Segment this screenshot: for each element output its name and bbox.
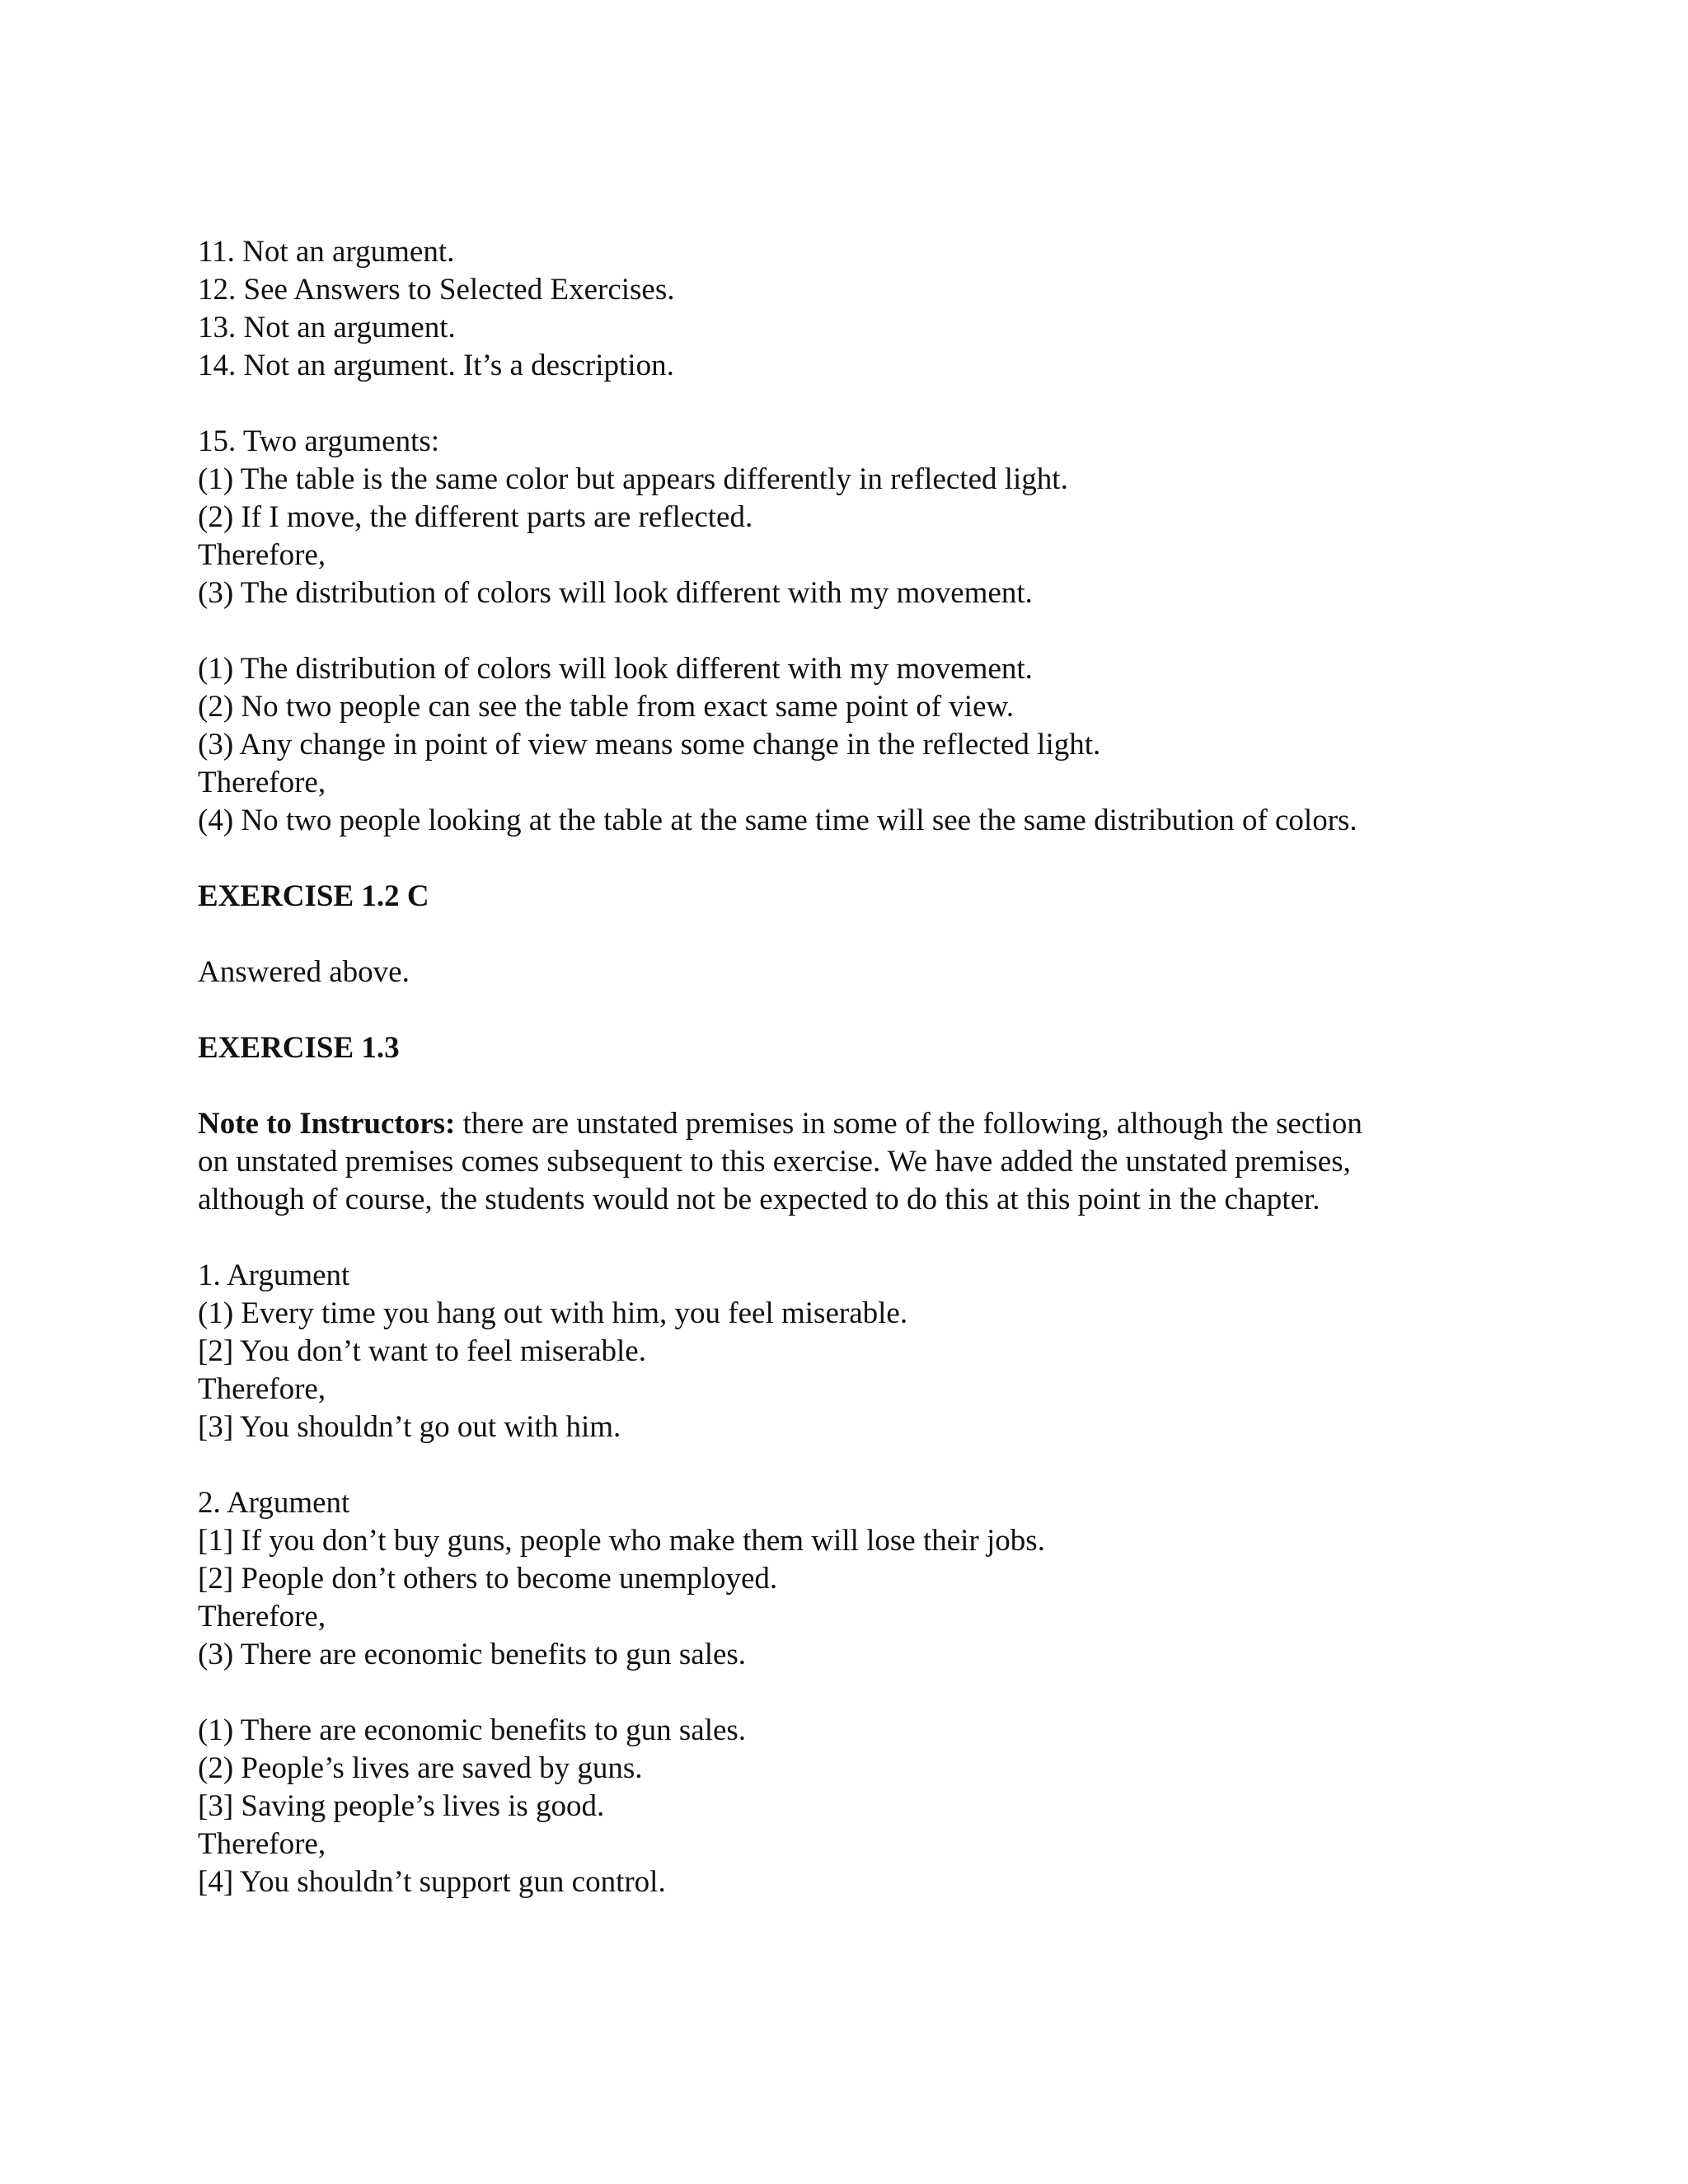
- conclusion-line: [3] You shouldn’t go out with him.: [198, 1410, 621, 1444]
- spacer: [198, 612, 1533, 650]
- therefore-line: Therefore,: [198, 766, 326, 799]
- answer-14: 14. Not an argument. It’s a description.: [198, 349, 674, 382]
- answer-13: 13. Not an argument.: [198, 311, 456, 344]
- conclusion-line: (3) There are economic benefits to gun sales.: [198, 1638, 747, 1671]
- note-line-3: although of course, the students would not be expected to do this at this point in the chapter.: [198, 1183, 1320, 1216]
- exercise-1-3-item-2-argument-2: [198, 1712, 1533, 1901]
- therefore-line: Therefore,: [198, 1600, 326, 1633]
- note-line-2: on unstated premises comes subsequent to this exercise. We have added the unstated premises,: [198, 1145, 1351, 1179]
- conclusion-line: (4) No two people looking at the table at the same time will see the same distribution of colors.: [198, 804, 1357, 837]
- document-page: [198, 233, 1533, 1901]
- premise-line: (1) Every time you hang out with him, you feel miserable.: [198, 1296, 908, 1330]
- spacer: [198, 1446, 1533, 1484]
- exercise-1-3-item-2-argument-1: [198, 1484, 1533, 1674]
- answer-15-argument-2: [198, 650, 1533, 840]
- spacer: [198, 840, 1533, 878]
- answer-12: 12. See Answers to Selected Exercises.: [198, 273, 675, 307]
- answer-15-argument-1: [198, 423, 1533, 612]
- spacer: [198, 385, 1533, 423]
- premise-line: (1) The table is the same color but appears differently in reflected light.: [198, 462, 1068, 496]
- premise-line: [1] If you don’t buy guns, people who make them will lose their jobs.: [198, 1524, 1045, 1558]
- premise-line: [3] Saving people’s lives is good.: [198, 1789, 605, 1823]
- premise-line: (2) No two people can see the table from exact same point of view.: [198, 690, 1015, 724]
- premise-line: [2] You don’t want to feel miserable.: [198, 1334, 646, 1368]
- premise-line: (1) The distribution of colors will look different with my movement.: [198, 652, 1033, 686]
- answers-list-11-14: [198, 233, 1533, 385]
- note-to-instructors: [198, 1105, 1533, 1219]
- therefore-line: Therefore,: [198, 538, 326, 572]
- spacer: [198, 1219, 1533, 1257]
- answer-11: 11. Not an argument.: [198, 235, 455, 269]
- exercise-1-3-heading: EXERCISE 1.3: [198, 1031, 400, 1065]
- exercise-1-3-item-1: [198, 1257, 1533, 1446]
- spacer: [198, 916, 1533, 954]
- conclusion-line: (3) The distribution of colors will look different with my movement.: [198, 576, 1033, 610]
- note-label: Note to Instructors:: [198, 1107, 456, 1141]
- premise-line: (2) If I move, the different parts are reflected.: [198, 500, 753, 534]
- answer-15-header: 15. Two arguments:: [198, 424, 440, 458]
- premise-line: (2) People’s lives are saved by guns.: [198, 1751, 643, 1785]
- exercise-1-2-c-body: Answered above.: [198, 955, 410, 989]
- item-header: 1. Argument: [198, 1258, 350, 1292]
- exercise-1-2-c-heading: EXERCISE 1.2 C: [198, 879, 429, 913]
- item-header: 2. Argument: [198, 1486, 350, 1520]
- premise-line: (1) There are economic benefits to gun sales.: [198, 1713, 747, 1747]
- therefore-line: Therefore,: [198, 1827, 326, 1861]
- premise-line: (3) Any change in point of view means some change in the reflected light.: [198, 728, 1101, 762]
- note-line-1: [198, 1105, 1533, 1143]
- spacer: [198, 1067, 1533, 1105]
- note-text-1: there are unstated premises in some of the following, although the section: [455, 1107, 1362, 1141]
- therefore-line: Therefore,: [198, 1372, 326, 1406]
- spacer: [198, 991, 1533, 1029]
- premise-line: [2] People don’t others to become unemployed.: [198, 1562, 778, 1596]
- conclusion-line: [4] You shouldn’t support gun control.: [198, 1865, 666, 1899]
- spacer: [198, 1674, 1533, 1712]
